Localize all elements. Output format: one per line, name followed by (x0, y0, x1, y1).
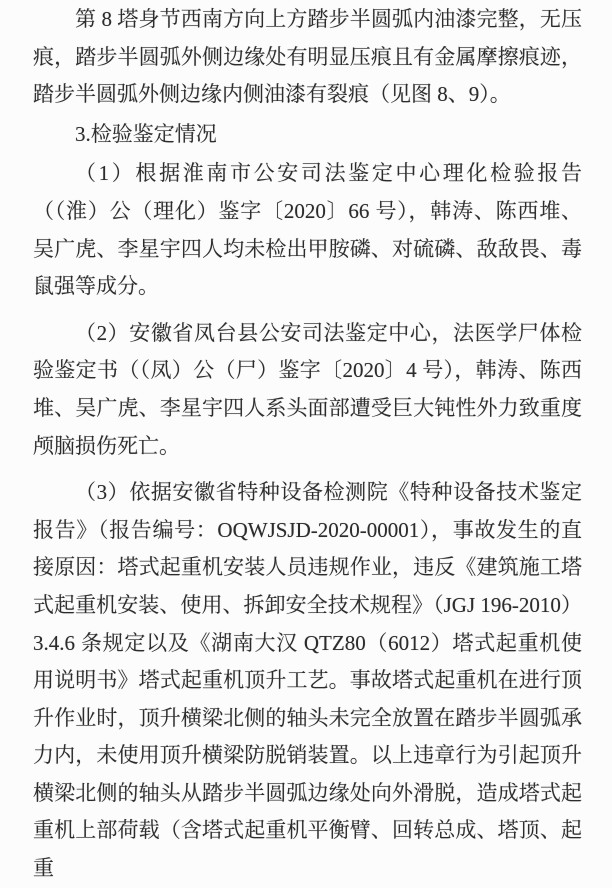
paragraph-item-3-technical-appraisal-report: （3）依据安徽省特种设备检测院《特种设备技术鉴定报告》（报告编号：OQWJSJD-2020-00001），事故发生的直接原因：塔式起重机安装人员违规作业，违反《建筑施工塔式起重机安装、使用、拆卸安全技术规程》（JGJ 196-2010）3.4.6 条规定以及《湖南大汉 QTZ80（6012）塔式起重机使用说明书》塔式起重机顶升工艺。事故塔式起重机在进行顶升作业时，顶升横梁北侧的轴头未完全放置在踏步半圆弧承力内，未使用顶升横梁防脱销装置。以上违章行为引起顶升横梁北侧的轴头从踏步半圆弧边缘处向外滑脱，造成塔式起重机上部荷载（含塔式起重机平衡臂、回转总成、塔顶、起重 (33, 480, 582, 881)
paragraph-tower-section-paint-inspection: 第 8 塔身节西南方向上方踏步半圆弧内油漆完整，无压痕，踏步半圆弧外侧边缘处有明显压痕且有金属摩擦痕迹，踏步半圆弧外侧边缘内侧油漆有裂痕（见图 8、9）。 (33, 7, 582, 107)
section-heading-inspection-appraisal: 3.检验鉴定情况 (75, 121, 217, 146)
paragraph-item-1-toxicology-report: （1）根据淮南市公安司法鉴定中心理化检验报告（（淮）公（理化）鉴字〔2020〕66 号），韩涛、陈西堆、吴广虎、李星宇四人均未检出甲胺磷、对硫磷、敌敌畏、毒鼠强等成分。 (33, 161, 582, 299)
paragraph-item-2-forensic-autopsy-report: （2）安徽省凤台县公安司法鉴定中心，法医学尸体检验鉴定书（（凤）公（尸）鉴字〔2020〕4 号），韩涛、陈西堆、吴广虎、李星宇四人系头面部遭受巨大钝性外力致重度颅脑损伤死亡。 (33, 320, 582, 458)
